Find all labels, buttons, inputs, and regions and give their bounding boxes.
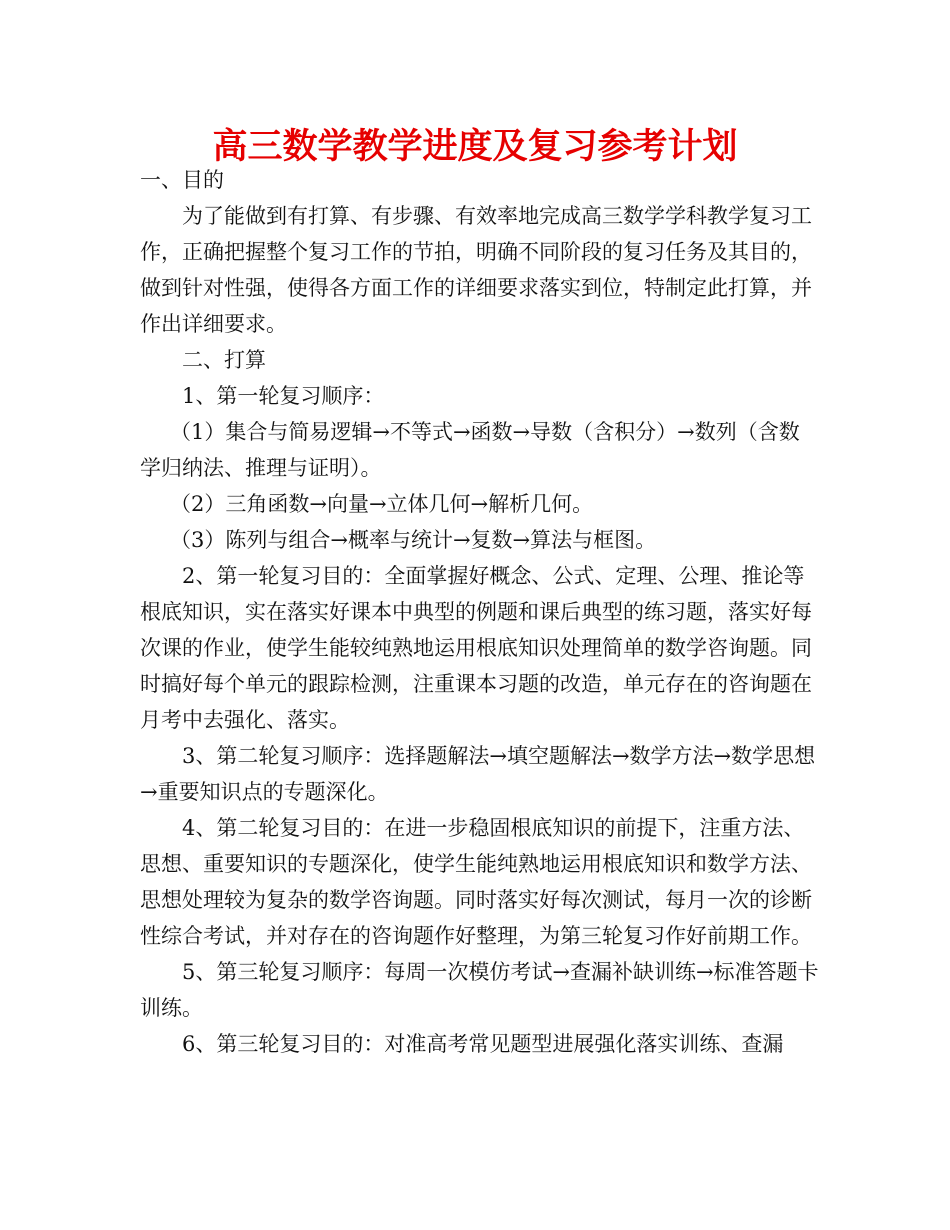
paragraph-first-round-order: 1、第一轮复习顺序： <box>182 384 385 408</box>
paragraph-second-round-order: 3、第二轮复习顺序：选择题解法→填空题解法→数学方法→数学思想→重要知识点的专题深化。 <box>140 744 816 804</box>
paragraph-first-round-item-1: （1）集合与简易逻辑→不等式→函数→导数（含积分）→数列（含数学归纳法、推理与证明）。 <box>140 420 800 480</box>
paragraph-first-round-item-3: （3）陈列与组合→概率与统计→复数→算法与框图。 <box>170 528 657 552</box>
document-body <box>140 162 820 1062</box>
document-title: 高三数学教学进度及复习参考计划 <box>212 127 738 167</box>
paragraph-third-round-goal: 6、第三轮复习目的：对准高考常见题型进展强化落实训练、查漏 <box>182 1032 784 1056</box>
paragraph-third-round-order: 5、第三轮复习顺序：每周一次模仿考试→查漏补缺训练→标准答题卡训练。 <box>140 960 819 1020</box>
paragraph-purpose: 为了能做到有打算、有步骤、有效率地完成高三数学学科教学复习工作，正确把握整个复习工作的节拍，明确不同阶段的复习任务及其目的，做到针对性强，使得各方面工作的详细要求落实到位，特制定此打算，并作出详细要求。 <box>140 204 812 336</box>
paragraph-second-round-goal: 4、第二轮复习目的：在进一步稳固根底知识的前提下，注重方法、思想、重要知识的专题深化，使学生能纯熟地运用根底知识和数学方法、思想处理较为复杂的数学咨询题。同时落实好每次测试，每月一次的诊断性综合考试，并对存在的咨询题作好整理，为第三轮复习作好前期工作。 <box>140 816 812 948</box>
paragraph-first-round-item-2: （2）三角函数→向量→立体几何→解析几何。 <box>170 492 594 516</box>
paragraph-first-round-goal: 2、第一轮复习目的：全面掌握好概念、公式、定理、公理、推论等根底知识，实在落实好课本中典型的例题和课后典型的练习题，落实好每次课的作业，使学生能较纯熟地运用根底知识处理简单的数学咨询题。同时搞好每个单元的跟踪检测，注重课本习题的改造，单元存在的咨询题在月考中去强化、落实。 <box>140 564 812 732</box>
section-heading-plan: 二、打算 <box>182 348 266 372</box>
section-heading-purpose: 一、目的 <box>140 168 224 192</box>
